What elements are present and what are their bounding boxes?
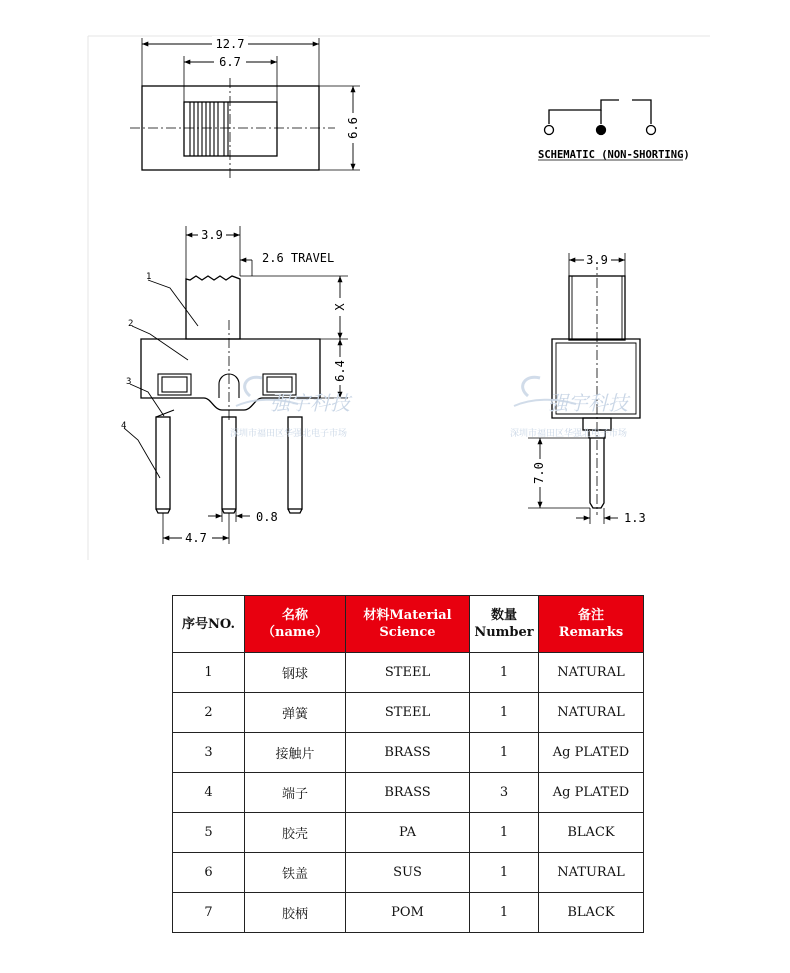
front-view <box>124 226 348 544</box>
cell-remarks: Ag PLATED <box>539 733 644 773</box>
header-material-en: Science <box>379 625 436 640</box>
schematic-symbol <box>545 100 656 135</box>
watermark-subtitle-right: 深圳市福田区华强北电子市场 <box>510 429 628 439</box>
registration-lines <box>88 36 710 560</box>
cell-qty: 1 <box>470 813 539 853</box>
dim-travel: 2.6 TRAVEL <box>262 251 335 265</box>
dim-actuator-width: 3.9 <box>201 228 223 242</box>
cell-material: STEEL <box>346 693 470 733</box>
dim-overall-length: 12.7 <box>215 37 245 51</box>
cell-material: STEEL <box>346 653 470 693</box>
dim-pin-length: 7.0 <box>532 462 546 484</box>
cell-name: 弹簧 <box>245 693 346 733</box>
watermark-subtitle-left: 深圳市福田区华强北电子市场 <box>230 429 348 439</box>
dim-side-width: 3.9 <box>586 253 608 267</box>
cell-remarks: NATURAL <box>539 653 644 693</box>
cell-material: SUS <box>346 853 470 893</box>
table-row <box>173 733 644 773</box>
dim-x: X <box>333 303 347 311</box>
cell-name: 端子 <box>245 773 346 813</box>
dim-body-height: 6.4 <box>333 360 347 382</box>
cell-name: 铁盖 <box>245 853 346 893</box>
cell-name: 胶柄 <box>245 893 346 933</box>
dim-actuator-span: 6.7 <box>219 55 241 69</box>
cell-no: 7 <box>173 893 245 933</box>
cell-qty: 1 <box>470 893 539 933</box>
table-row <box>173 853 644 893</box>
cell-no: 6 <box>173 853 245 893</box>
dim-side-pin-width: 1.3 <box>624 511 646 525</box>
cell-no: 3 <box>173 733 245 773</box>
cell-qty: 1 <box>470 853 539 893</box>
cell-remarks: BLACK <box>539 893 644 933</box>
watermark-brand-left: 强宇科技 <box>270 391 350 415</box>
table-row <box>173 893 644 933</box>
cell-material: BRASS <box>346 733 470 773</box>
cell-name: 接触片 <box>245 733 346 773</box>
dim-pin-pitch: 4.7 <box>185 531 207 545</box>
header-material <box>346 596 470 653</box>
watermark-brand-right: 强宇科技 <box>548 391 628 415</box>
cell-no: 1 <box>173 653 245 693</box>
callout-2: 2 <box>128 319 134 329</box>
cell-qty: 3 <box>470 773 539 813</box>
callout-3: 3 <box>126 377 132 387</box>
header-remarks <box>539 596 644 653</box>
dim-pin-width: 0.8 <box>256 510 278 524</box>
table-row <box>173 773 644 813</box>
dim-height: 6.6 <box>346 117 360 139</box>
cell-material: BRASS <box>346 773 470 813</box>
table-row <box>173 813 644 853</box>
header-remarks-en: Remarks <box>558 625 624 640</box>
header-name-en: （name） <box>262 625 328 640</box>
header-name <box>245 596 346 653</box>
schematic-label: SCHEMATIC (NON-SHORTING) <box>538 149 690 161</box>
header-qty <box>470 596 539 653</box>
header-name-cn: 名称 <box>281 608 308 623</box>
cell-remarks: Ag PLATED <box>539 773 644 813</box>
cell-qty: 1 <box>470 653 539 693</box>
cell-material: PA <box>346 813 470 853</box>
cell-remarks: BLACK <box>539 813 644 853</box>
bom-header-row <box>173 596 644 653</box>
cell-name: 胶壳 <box>245 813 346 853</box>
header-qty-en: Number <box>474 625 534 640</box>
table-row <box>173 693 644 733</box>
cell-qty: 1 <box>470 693 539 733</box>
header-no: 序号NO. <box>173 596 245 653</box>
cell-remarks: NATURAL <box>539 853 644 893</box>
cell-qty: 1 <box>470 733 539 773</box>
header-remarks-cn: 备注 <box>577 608 604 623</box>
header-qty-cn: 数量 <box>490 608 517 623</box>
callout-4: 4 <box>121 421 127 431</box>
cell-material: POM <box>346 893 470 933</box>
table-row <box>173 653 644 693</box>
cell-no: 4 <box>173 773 245 813</box>
cell-name: 钢球 <box>245 653 346 693</box>
callout-1: 1 <box>146 272 152 282</box>
cell-no: 5 <box>173 813 245 853</box>
bom-table <box>172 595 644 933</box>
cell-no: 2 <box>173 693 245 733</box>
header-material-cn: 材料Material <box>363 608 452 623</box>
cell-remarks: NATURAL <box>539 693 644 733</box>
